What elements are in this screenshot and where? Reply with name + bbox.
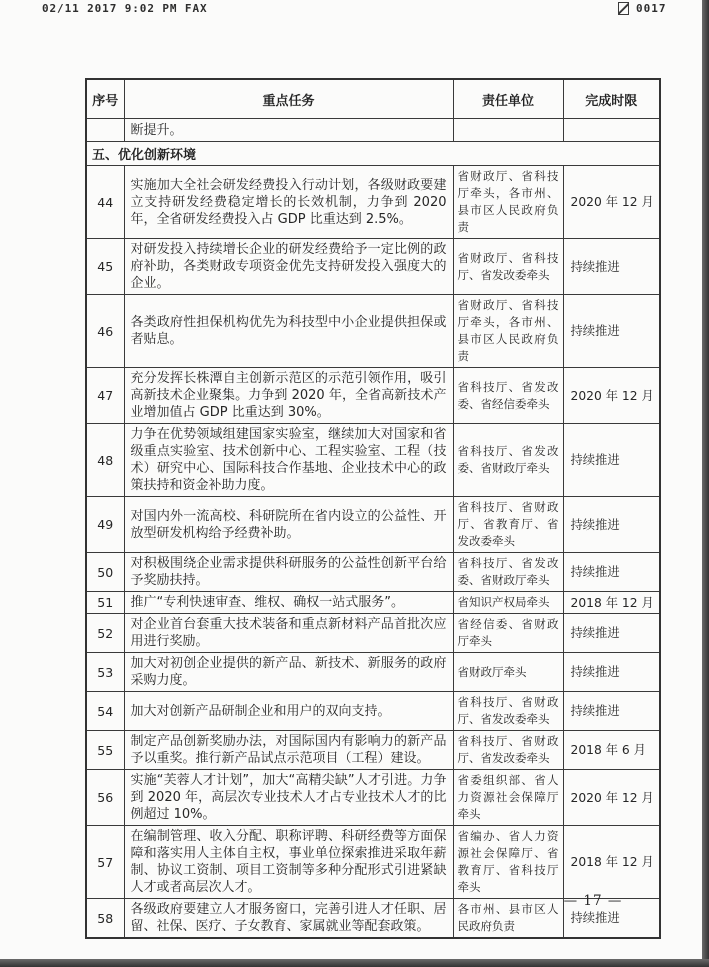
cell-task-text: 在编制管理、收入分配、职称评聘、科研经费等方面保障和落实用人主体自主权，事业单位探索推进采取年薪制、协议工资制、项目工资制等多种分配形式引进紧缺人才或者高层次人才。 — [124, 826, 453, 899]
cell-responsible-unit: 省财政厅、省科技厅牵头，各市州、县市区人民政府负责 — [453, 295, 563, 368]
col-header-deadline: 完成时限 — [563, 79, 660, 119]
cell-no: 54 — [86, 692, 124, 731]
cell-responsible-unit: 省科技厅、省发改委、省经信委牵头 — [453, 368, 563, 424]
cell-deadline: 持续推进 — [563, 692, 660, 731]
cell-deadline: 持续推进 — [563, 899, 660, 939]
cell-responsible-unit: 省知识产权局牵头 — [453, 592, 563, 614]
cell-task-text: 实施加大全社会研发经费投入行动计划，各级财政要建立支持研发经费稳定增长的长效机制，力争到 2020 年，全省研发经费投入占 GDP 比重达到 2.5%。 — [124, 166, 453, 239]
cell-task-text: 对国内外一流高校、科研院所在省内设立的公益性、开放型研发机构给予经费补助。 — [124, 497, 453, 553]
table-row — [86, 424, 660, 497]
fax-counter — [618, 2, 667, 15]
table-row — [86, 497, 660, 553]
cell-deadline: 持续推进 — [563, 614, 660, 653]
continuation-row — [86, 119, 660, 142]
cell-no: 53 — [86, 653, 124, 692]
cell-no: 56 — [86, 770, 124, 826]
task-table — [85, 78, 661, 939]
cell-task-text: 对企业首台套重大技术装备和重点新材料产品首批次应用进行奖励。 — [124, 614, 453, 653]
table-header-row — [86, 79, 660, 119]
cell-responsible-unit: 省财政厅、省科技厅、省发改委牵头 — [453, 239, 563, 295]
cell-task-text: 充分发挥长株潭自主创新示范区的示范引领作用，吸引高新技术企业聚集。力争到 2020 年，全省高新技术产业增加值占 GDP 比重达到 30%。 — [124, 368, 453, 424]
fax-page-counter: 0017 — [636, 2, 667, 15]
cell-responsible-unit: 各市州、县市区人民政府负责 — [453, 899, 563, 939]
cell-task-text: 推广“专利快速审查、维权、确权一站式服务”。 — [124, 592, 453, 614]
cell-no — [86, 119, 124, 142]
table-row — [86, 653, 660, 692]
cell-deadline: 持续推进 — [563, 497, 660, 553]
cell-responsible-unit: 省财政厅、省科技厅牵头，各市州、县市区人民政府负责 — [453, 166, 563, 239]
cell-responsible-unit: 省编办、省人力资源社会保障厅、省教育厅、省科技厅牵头 — [453, 826, 563, 899]
cell-responsible-unit: 省委组织部、省人力资源社会保障厅牵头 — [453, 770, 563, 826]
fax-page-icon — [618, 2, 629, 15]
section-title: 五、优化创新环境 — [86, 142, 660, 166]
cell-task-text: 断提升。 — [124, 119, 453, 142]
cell-task-text: 制定产品创新奖励办法，对国际国内有影响力的新产品予以重奖。推行新产品试点示范项目（工程）建设。 — [124, 731, 453, 770]
cell-no: 46 — [86, 295, 124, 368]
cell-deadline: 2018 年 12 月 — [563, 826, 660, 899]
table-row — [86, 692, 660, 731]
cell-no: 44 — [86, 166, 124, 239]
cell-task-text: 各级政府要建立人才服务窗口，完善引进人才任职、居留、社保、医疗、子女教育、家属就业等配套政策。 — [124, 899, 453, 939]
table-row — [86, 553, 660, 592]
col-header-no: 序号 — [86, 79, 124, 119]
table-row — [86, 592, 660, 614]
cell-no: 58 — [86, 899, 124, 939]
cell-responsible-unit: 省科技厅、省财政厅、省发改委牵头 — [453, 692, 563, 731]
cell-deadline: 持续推进 — [563, 553, 660, 592]
cell-no: 51 — [86, 592, 124, 614]
table-row — [86, 166, 660, 239]
cell-task-text: 各类政府性担保机构优先为科技型中小企业提供担保或者贴息。 — [124, 295, 453, 368]
cell-deadline: 持续推进 — [563, 239, 660, 295]
cell-no: 52 — [86, 614, 124, 653]
cell-deadline: 持续推进 — [563, 653, 660, 692]
cell-task-text: 实施“芙蓉人才计划”，加大“高精尖缺”人才引进。力争到 2020 年，高层次专业技术人才占专业技术人才的比例超过 10%。 — [124, 770, 453, 826]
cell-deadline: 2018 年 6 月 — [563, 731, 660, 770]
cell-deadline — [563, 119, 660, 142]
cell-no: 48 — [86, 424, 124, 497]
cell-no: 55 — [86, 731, 124, 770]
table-row — [86, 731, 660, 770]
section-title-row — [86, 142, 660, 166]
cell-responsible-unit — [453, 119, 563, 142]
cell-no: 50 — [86, 553, 124, 592]
scan-edge-right — [702, 0, 709, 967]
scan-edge-bottom — [0, 959, 709, 967]
cell-task-text: 对研发投入持续增长企业的研发经费给予一定比例的政府补助，各类财政专项资金优先支持研发投入强度大的企业。 — [124, 239, 453, 295]
cell-deadline: 持续推进 — [563, 424, 660, 497]
cell-no: 45 — [86, 239, 124, 295]
cell-no: 49 — [86, 497, 124, 553]
table-row — [86, 614, 660, 653]
col-header-task: 重点任务 — [124, 79, 453, 119]
cell-deadline: 2020 年 12 月 — [563, 166, 660, 239]
col-header-unit: 责任单位 — [453, 79, 563, 119]
table-row — [86, 239, 660, 295]
table-row — [86, 826, 660, 899]
page-number: — 17 — — [563, 893, 623, 909]
cell-task-text: 加大对创新产品研制企业和用户的双向支持。 — [124, 692, 453, 731]
cell-task-text: 加大对初创企业提供的新产品、新技术、新服务的政府采购力度。 — [124, 653, 453, 692]
cell-responsible-unit: 省科技厅、省财政厅、省教育厅、省发改委牵头 — [453, 497, 563, 553]
cell-deadline: 2020 年 12 月 — [563, 770, 660, 826]
fax-timestamp: 02/11 2017 9:02 PM FAX — [42, 2, 208, 15]
cell-deadline: 2018 年 12 月 — [563, 592, 660, 614]
cell-no: 47 — [86, 368, 124, 424]
cell-responsible-unit: 省科技厅、省财政厅、省发改委牵头 — [453, 731, 563, 770]
cell-task-text: 力争在优势领域组建国家实验室，继续加大对国家和省级重点实验室、技术创新中心、工程实验室、工程（技术）研究中心、国际科技合作基地、企业技术中心的政策扶持和资金补助力度。 — [124, 424, 453, 497]
table-row — [86, 295, 660, 368]
cell-responsible-unit: 省经信委、省财政厅牵头 — [453, 614, 563, 653]
cell-task-text: 对积极围绕企业需求提供科研服务的公益性创新平台给予奖励扶持。 — [124, 553, 453, 592]
cell-responsible-unit: 省科技厅、省发改委、省财政厅牵头 — [453, 424, 563, 497]
cell-deadline: 2020 年 12 月 — [563, 368, 660, 424]
cell-responsible-unit: 省财政厅牵头 — [453, 653, 563, 692]
cell-responsible-unit: 省科技厅、省发改委、省财政厅牵头 — [453, 553, 563, 592]
table-row — [86, 770, 660, 826]
cell-deadline: 持续推进 — [563, 295, 660, 368]
table-row — [86, 368, 660, 424]
cell-no: 57 — [86, 826, 124, 899]
